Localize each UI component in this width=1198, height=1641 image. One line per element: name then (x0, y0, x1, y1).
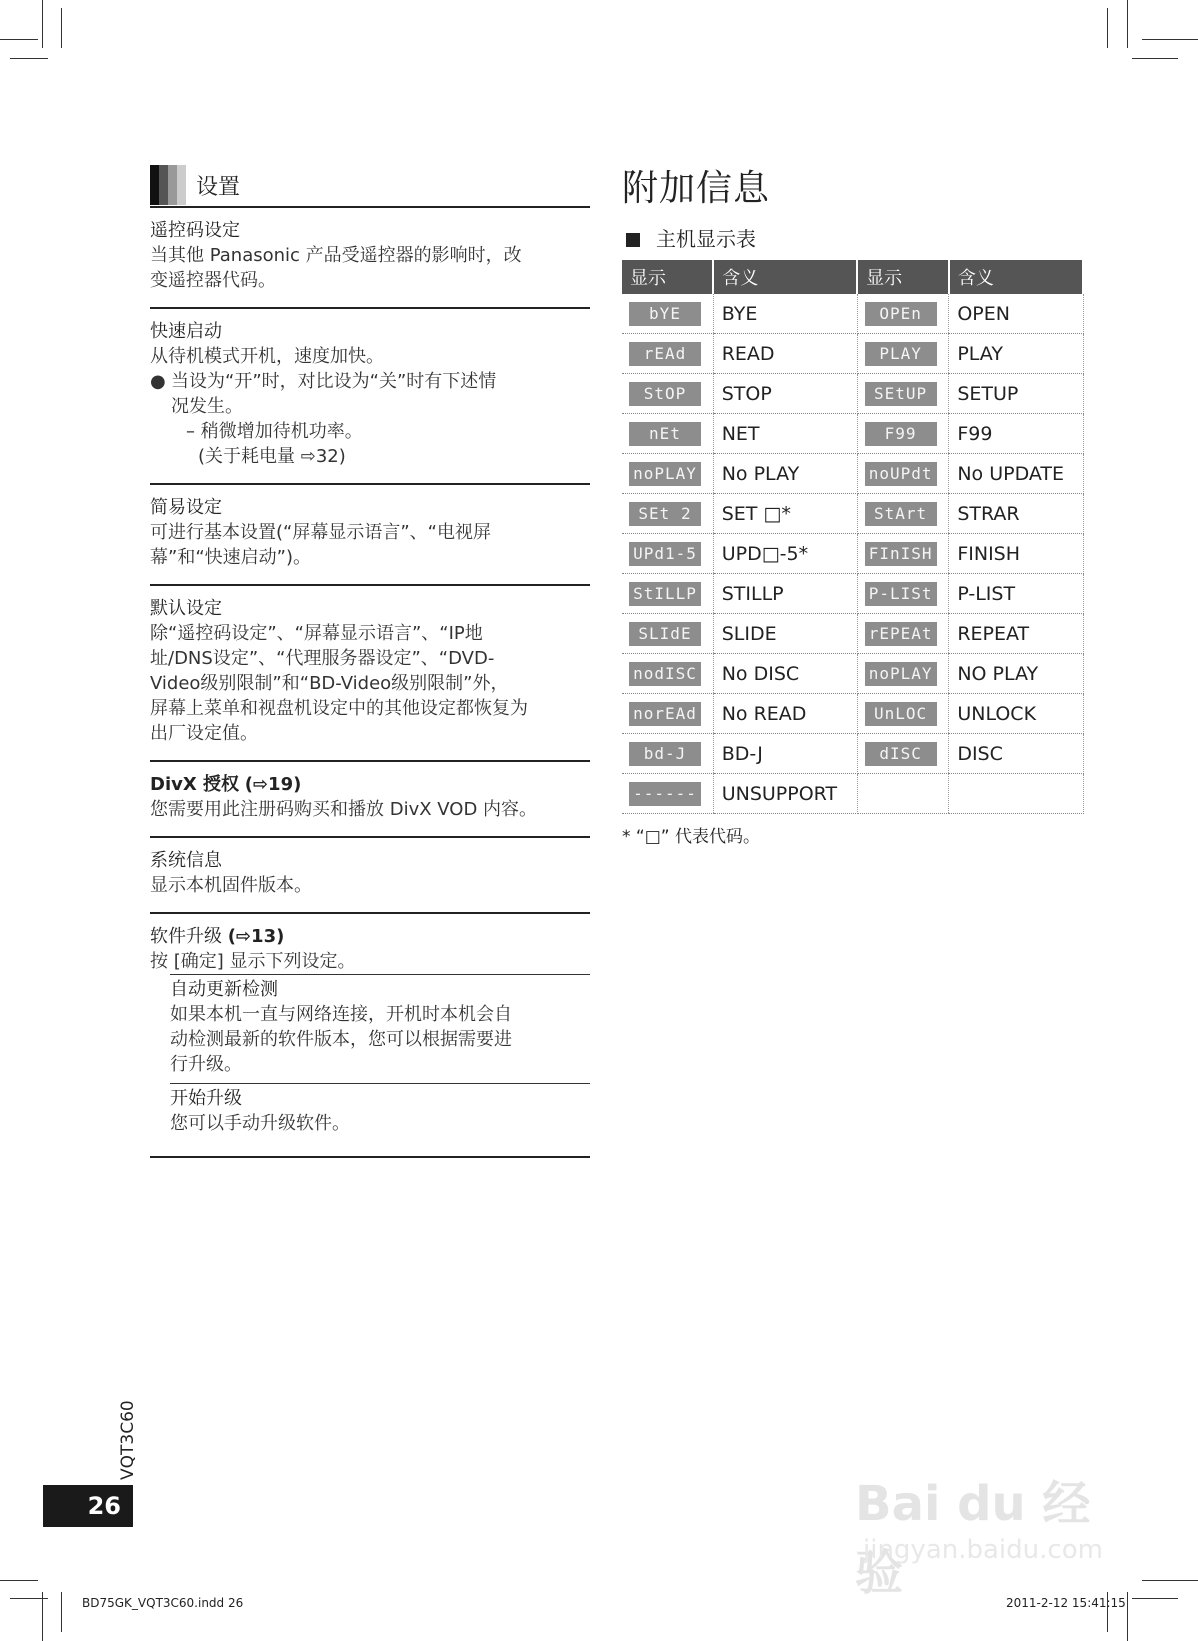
crop-mark (0, 39, 38, 40)
table-row (622, 694, 1083, 734)
crop-mark (10, 58, 48, 59)
page-reference: (⇨19) (244, 774, 302, 795)
table-row (622, 494, 1083, 534)
lcd-display-icon: SEtUP (865, 382, 937, 406)
crop-mark (1142, 1580, 1198, 1581)
meaning-cell: UPD□-5* (713, 534, 857, 574)
lcd-display-icon: ------ (629, 782, 701, 806)
meaning-cell: READ (713, 334, 857, 374)
meaning-cell: REPEAT (949, 614, 1083, 654)
meaning-cell: BD-J (713, 734, 857, 774)
meaning-cell: P-LIST (949, 574, 1083, 614)
block-title-row (150, 772, 590, 797)
meaning-cell: DISC (949, 734, 1083, 774)
bullet-dot-icon: ● (150, 371, 166, 392)
display-cell (857, 494, 949, 534)
block-text-line: 显示本机固件版本。 (150, 875, 312, 896)
block-text-line: 出厂设定值。 (150, 723, 258, 744)
subblock-text-line: 动检测最新的软件版本，您可以根据需要进 (170, 1029, 512, 1050)
table-row (622, 374, 1083, 414)
block-text-line: 屏幕上菜单和视盘机设定中的其他设定都恢复为 (150, 698, 528, 719)
document-id: VQT3C60 (118, 1400, 138, 1480)
block-title: 默认设定 (150, 598, 222, 619)
lcd-display-icon: SLIdE (629, 622, 701, 646)
display-table (622, 260, 1084, 814)
meaning-cell: STRAR (949, 494, 1083, 534)
square-bullet-icon (626, 233, 640, 247)
display-cell (622, 574, 713, 614)
block-title: 软件升级 (150, 926, 222, 947)
lcd-display-icon: SEt 2 (629, 502, 701, 526)
table-row (622, 734, 1083, 774)
crop-mark (1107, 8, 1108, 48)
subblock-title: 自动更新检测 (170, 979, 278, 1000)
display-cell (857, 774, 949, 814)
display-cell (622, 414, 713, 454)
setting-block-quick-start (150, 309, 590, 485)
meaning-cell: SETUP (949, 374, 1083, 414)
setting-block-software-update (150, 914, 590, 1158)
display-cell (857, 614, 949, 654)
subblock-text-line: 您可以手动升级软件。 (170, 1113, 350, 1134)
watermark-logo-text: Bai du 经验 (855, 1476, 1091, 1601)
crop-mark (0, 1580, 38, 1581)
crop-mark (42, 0, 43, 48)
meaning-cell: STOP (713, 374, 857, 414)
meaning-cell: BYE (713, 294, 857, 334)
block-text-line: Video级别限制”和“BD-Video级别限制”外， (150, 673, 509, 694)
lcd-display-icon: UnLOC (865, 702, 937, 726)
display-cell (857, 294, 949, 334)
sub-note-ref: (关于耗电量 ⇨32) (198, 446, 346, 467)
block-text-line: 您需要用此注册码购买和播放 DivX VOD 内容。 (150, 799, 538, 820)
meaning-cell: FINISH (949, 534, 1083, 574)
setting-block-remote-code (150, 208, 590, 309)
watermark-url: jingyan.baidu.com (863, 1535, 1103, 1565)
display-cell (622, 614, 713, 654)
meaning-cell: No UPDATE (949, 454, 1083, 494)
setting-block-system-info (150, 838, 590, 914)
lcd-display-icon: bd-J (629, 742, 701, 766)
meaning-cell: SET □* (713, 494, 857, 534)
lcd-display-icon: nodISC (629, 662, 701, 686)
table-row (622, 534, 1083, 574)
table-row (622, 454, 1083, 494)
block-title: 简易设定 (150, 497, 222, 518)
lcd-display-icon: StArt (865, 502, 937, 526)
table-row (622, 334, 1083, 374)
page-reference: (⇨13) (227, 926, 285, 947)
lcd-display-icon: StILLP (629, 582, 701, 606)
display-cell (857, 414, 949, 454)
display-cell (622, 734, 713, 774)
table-row (622, 574, 1083, 614)
display-cell (857, 574, 949, 614)
display-cell (622, 654, 713, 694)
baidu-watermark (855, 1465, 1135, 1601)
block-text-line: 可进行基本设置(“屏幕显示语言”、“电视屏 (150, 522, 491, 543)
display-cell (622, 374, 713, 414)
additional-info-column (622, 160, 1084, 847)
bullet-item (150, 369, 590, 419)
lcd-display-icon: nEt (629, 422, 701, 446)
bullet-text-line: 当设为“开”时，对比设为“关”时有下述情 (171, 371, 497, 392)
table-footnote: * “□” 代表代码。 (622, 827, 760, 847)
meaning-cell: SLIDE (713, 614, 857, 654)
lcd-display-icon: FInISH (865, 542, 937, 566)
lcd-display-icon: F99 (865, 422, 937, 446)
display-cell (622, 454, 713, 494)
crop-mark (1132, 58, 1178, 59)
meaning-cell: No DISC (713, 654, 857, 694)
sub-note: – 稍微增加待机功率。 (186, 421, 363, 442)
display-cell (622, 694, 713, 734)
crop-mark (61, 1592, 62, 1632)
column-header: 含义 (949, 260, 1083, 294)
display-cell (622, 294, 713, 334)
display-cell (622, 334, 713, 374)
display-cell (857, 334, 949, 374)
display-cell (622, 774, 713, 814)
table-row (622, 774, 1083, 814)
block-text-line: 按 [确定] 显示下列设定。 (150, 951, 356, 972)
block-text-line: 变遥控器代码。 (150, 270, 276, 291)
lcd-display-icon: dISC (865, 742, 937, 766)
crop-mark (1127, 0, 1128, 48)
display-cell (857, 454, 949, 494)
block-text-line: 址/DNS设定”、“代理服务器设定”、“DVD- (150, 648, 495, 669)
table-row (622, 654, 1083, 694)
meaning-cell: STILLP (713, 574, 857, 614)
display-cell (622, 534, 713, 574)
setting-block-easy-setup (150, 485, 590, 586)
block-title: DivX 授权 (150, 774, 239, 795)
table-row (622, 614, 1083, 654)
table-caption (626, 223, 1084, 252)
lcd-display-icon: norEAd (629, 702, 701, 726)
subblock-text-line: 行升级。 (170, 1054, 242, 1075)
display-cell (857, 654, 949, 694)
table-header-row (622, 260, 1083, 294)
block-title: 系统信息 (150, 850, 222, 871)
setting-block-default (150, 586, 590, 762)
lcd-display-icon: OPEn (865, 302, 937, 326)
block-text-line: 从待机模式开机，速度加快。 (150, 346, 384, 367)
table-row (622, 294, 1083, 334)
display-cell (857, 374, 949, 414)
subblock-start-update (170, 1083, 590, 1142)
column-header: 显示 (622, 260, 713, 294)
subblock-auto-update (170, 974, 590, 1083)
crop-mark (61, 8, 62, 48)
block-text-line: 幕”和“快速启动”)。 (150, 547, 311, 568)
lcd-display-icon: P-LISt (865, 582, 937, 606)
display-cell (857, 694, 949, 734)
block-text-line: 除“遥控码设定”、“屏幕显示语言”、“IP地 (150, 623, 483, 644)
settings-section-title: 设置 (196, 174, 241, 200)
meaning-cell: NO PLAY (949, 654, 1083, 694)
meaning-cell (949, 774, 1083, 814)
meaning-cell: F99 (949, 414, 1083, 454)
block-text-line: 当其他 Panasonic 产品受遥控器的影响时，改 (150, 245, 522, 266)
lcd-display-icon: PLAY (865, 342, 937, 366)
column-header: 含义 (713, 260, 857, 294)
meaning-cell: OPEN (949, 294, 1083, 334)
column-header: 显示 (857, 260, 949, 294)
meaning-cell: No PLAY (713, 454, 857, 494)
settings-section-header (150, 164, 590, 208)
lcd-display-icon: noPLAY (629, 462, 701, 486)
meaning-cell: No READ (713, 694, 857, 734)
lcd-display-icon: noPLAY (865, 662, 937, 686)
meaning-cell: UNLOCK (949, 694, 1083, 734)
lcd-display-icon: rEPEAt (865, 622, 937, 646)
block-title-row (150, 924, 590, 949)
page-title: 附加信息 (622, 168, 771, 209)
display-cell (622, 494, 713, 534)
lcd-display-icon: StOP (629, 382, 701, 406)
subblock-title: 开始升级 (170, 1088, 242, 1109)
lcd-display-icon: noUPdt (865, 462, 937, 486)
subblock-text-line: 如果本机一直与网络连接，开机时本机会自 (170, 1004, 512, 1025)
print-slug-file: BD75GK_VQT3C60.indd 26 (82, 1596, 244, 1610)
crop-mark (1142, 39, 1198, 40)
meaning-cell: PLAY (949, 334, 1083, 374)
meaning-cell: UNSUPPORT (713, 774, 857, 814)
display-cell (857, 734, 949, 774)
section-gradient-bars (150, 165, 186, 205)
setting-block-divx (150, 762, 590, 838)
display-cell (857, 534, 949, 574)
print-slug-date: 2011-2-12 15:41:15 (1006, 1596, 1126, 1610)
lcd-display-icon: rEAd (629, 342, 701, 366)
meaning-cell: NET (713, 414, 857, 454)
bullet-text-line: 况发生。 (171, 396, 243, 417)
table-row (622, 414, 1083, 454)
crop-mark (10, 1598, 48, 1599)
block-title: 遥控码设定 (150, 220, 240, 241)
crop-mark (1132, 1598, 1178, 1599)
lcd-display-icon: UPd1-5 (629, 542, 701, 566)
crop-mark (42, 1592, 43, 1641)
page-number: 26 (43, 1485, 133, 1527)
settings-column (150, 164, 590, 1158)
table-caption-text: 主机显示表 (656, 227, 756, 251)
lcd-display-icon: bYE (629, 302, 701, 326)
block-title: 快速启动 (150, 321, 222, 342)
